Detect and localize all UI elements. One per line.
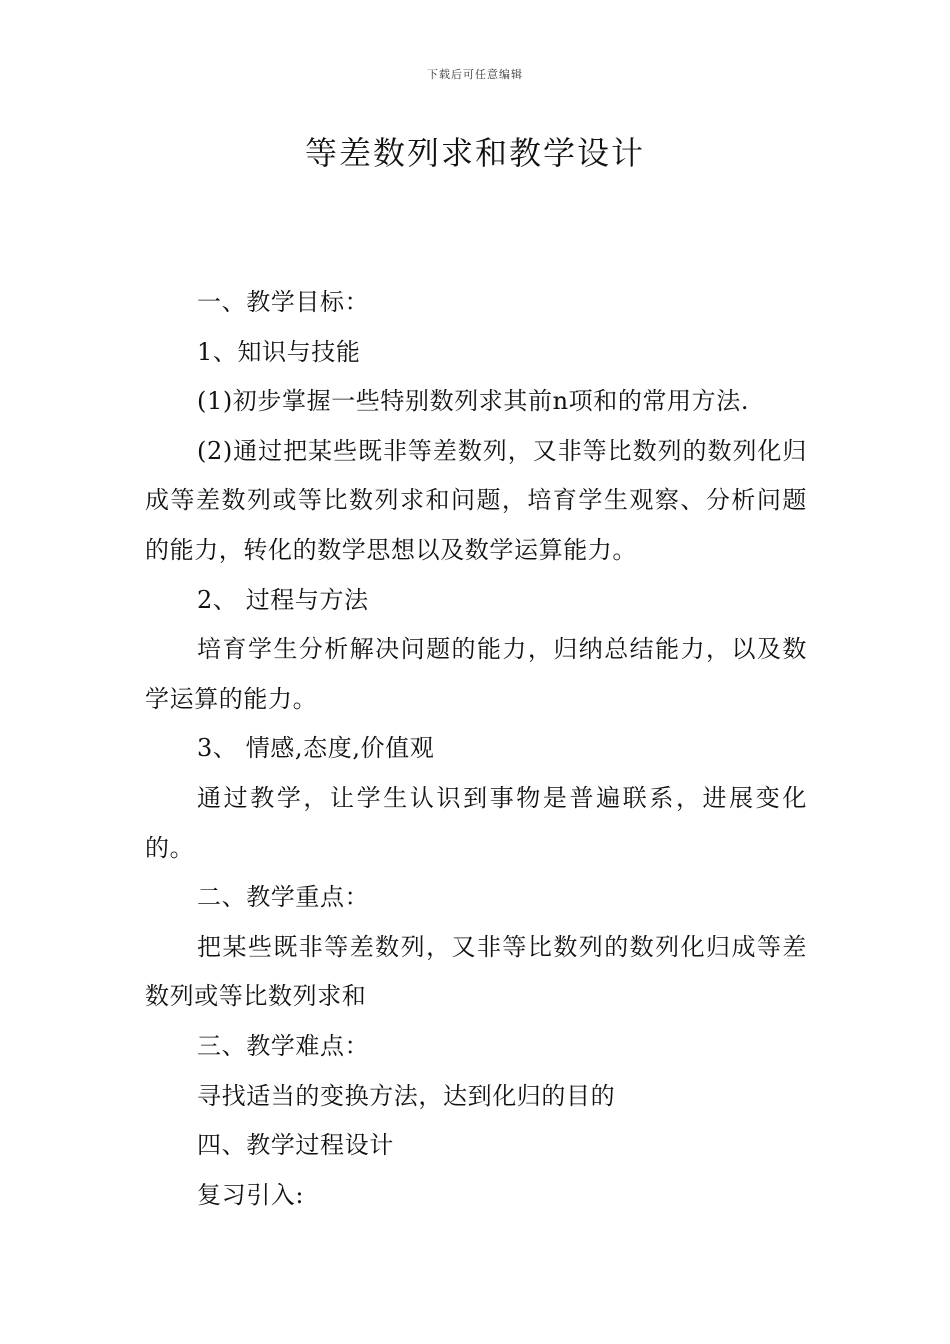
objective-item-1: (1)初步掌握一些特别数列求其前n项和的常用方法. [197,387,750,416]
subheading-knowledge-skills: 1、知识与技能 [197,337,361,366]
emotion-attitude-text: 通过教学，让学生认识到事物是普遍联系，进展变化的。 [145,783,807,862]
section-heading-difficulties: 三、教学难点： [197,1031,370,1060]
section-heading-objectives: 一、教学目标： [197,288,370,316]
subheading-emotion-attitude: 3、 情感,态度,价值观 [197,734,435,763]
difficulties-text: 寻找适当的变换方法，达到化归的目的 [197,1081,616,1110]
header-note: 下载后可任意编辑 [427,68,523,81]
document-title: 等差数列求和教学设计 [304,134,645,172]
key-points-text: 把某些既非等差数列，又非等比数列的数列化归成等差数列或等比数列求和 [145,932,807,1011]
review-intro: 复习引入: [197,1180,305,1209]
process-method-text: 培育学生分析解决问题的能力，归纳总结能力，以及数学运算的能力。 [145,635,807,713]
section-heading-process-design: 四、教学过程设计 [197,1131,394,1160]
section-heading-key-points: 二、教学重点： [197,883,370,912]
objective-item-2: (2)通过把某些既非等差数列，又非等比数列的数列化归成等差数列或等比数列求和问题，培育学生观察、分析问题的能力，转化的数学思想以及数学运算能力。 [145,436,807,564]
subheading-process-method: 2、 过程与方法 [197,585,369,614]
document-body [145,278,807,1220]
